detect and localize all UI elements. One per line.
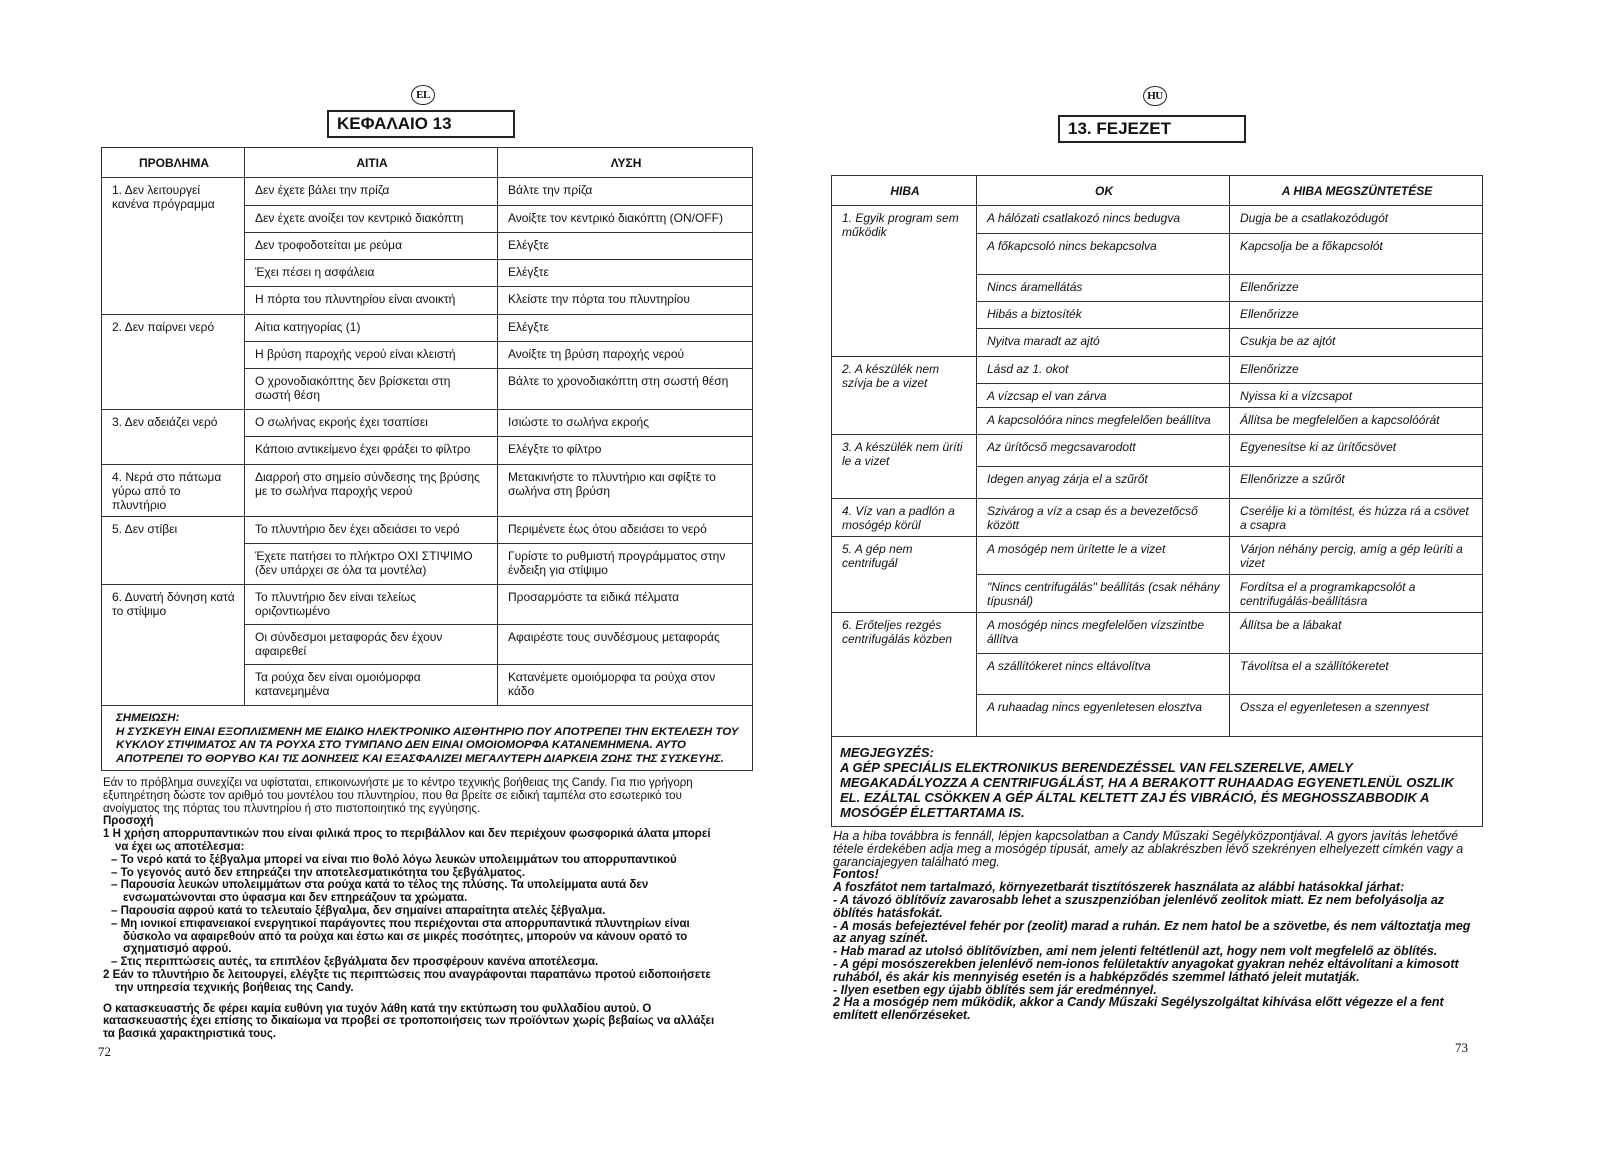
- solution-cell: Ελέγξτε: [498, 260, 753, 287]
- problem-cell: 3. Δεν αδειάζει νερό: [102, 410, 245, 465]
- problem-cell: 3. A készülék nem üríti le a vizet: [832, 435, 977, 499]
- cause-cell: Nincs áramellátás: [977, 275, 1230, 302]
- note-cell: [102, 706, 753, 771]
- cause-cell: Αίτια κατηγορίας (1): [245, 315, 498, 342]
- solution-cell: Βάλτε το χρονοδιακόπτη στη σωστή θέση: [498, 369, 753, 410]
- cause-cell: Δεν έχετε ανοίξει τον κεντρικό διακόπτη: [245, 206, 498, 233]
- cause-cell: Οι σύνδεσμοι μεταφοράς δεν έχουν αφαιρεθεί: [245, 625, 498, 665]
- table-row: [832, 357, 1483, 384]
- table-header-row: [832, 176, 1483, 206]
- cause-cell: A főkapcsoló nincs bekapcsolva: [977, 234, 1230, 275]
- page-number: 72: [98, 1044, 111, 1059]
- problem-cell: 5. Δεν στίβει: [102, 517, 245, 585]
- solution-cell: Κλείστε την πόρτα του πλυντηρίου: [498, 287, 753, 315]
- solution-cell: Ellenőrizze: [1230, 275, 1483, 302]
- cause-cell: Διαρροή στο σημείο σύνδεσης της βρύσης με το σωλήνα παροχής νερού: [245, 465, 498, 517]
- cause-cell: Η πόρτα του πλυντηρίου είναι ανοικτή: [245, 287, 498, 315]
- bullet-item: – Στις περιπτώσεις αυτές, τα επιπλέον ξεβγάλματα δεν προσφέρουν κανένα αποτέλεσμα.: [111, 956, 599, 969]
- problem-cell: 1. Δεν λειτουργεί κανένα πρόγραμμα: [102, 178, 245, 315]
- troubleshooting-table: [101, 147, 753, 771]
- table-row: [102, 585, 753, 625]
- cause-cell: Szivárog a víz a csap és a bevezetőcső között: [977, 499, 1230, 537]
- solution-cell: Βάλτε την πρίζα: [498, 178, 753, 206]
- solution-cell: Távolítsa el a szállítókeretet: [1230, 654, 1483, 695]
- solution-cell: Kapcsolja be a főkapcsolót: [1230, 234, 1483, 275]
- attention-title: Προσοχή: [103, 815, 154, 828]
- solution-cell: Ossza el egyenletesen a szennyest: [1230, 695, 1483, 737]
- solution-cell: Μετακινήστε το πλυντήριο και σφίξτε το σωλήνα στη βρύση: [498, 465, 753, 517]
- problem-cell: 6. Δυνατή δόνηση κατά το στίψιμο: [102, 585, 245, 706]
- solution-cell: Egyenesítse ki az ürítőcsövet: [1230, 435, 1483, 467]
- table-row: [832, 537, 1483, 575]
- solution-cell: Ellenőrizze: [1230, 357, 1483, 384]
- table-row: [832, 499, 1483, 537]
- solution-cell: Állítsa be megfelelően a kapcsolóórát: [1230, 408, 1483, 435]
- problem-cell: 5. A gép nem centrifugál: [832, 537, 977, 613]
- header-problem: HIBA: [832, 176, 977, 206]
- solution-cell: Γυρίστε το ρυθμιστή προγράμματος στην ένδειξη για στίψιμο: [498, 544, 753, 585]
- solution-cell: Cserélje ki a tömítést, és húzza rá a csövet a csapra: [1230, 499, 1483, 537]
- table-row: [832, 435, 1483, 467]
- cause-cell: Ο χρονοδιακόπτης δεν βρίσκεται στη σωστή θέση: [245, 369, 498, 410]
- solution-cell: Κατανέμετε ομοιόμορφα τα ρούχα στον κάδο: [498, 665, 753, 706]
- page-number: 73: [1455, 1040, 1468, 1055]
- attention-point-2: 2 Ha a mosógép nem működik, akkor a Candy Műszaki Segélyszolgáltat kihívása előtt végezze el a fent említett ellenőrzéseket.: [833, 995, 1444, 1023]
- table-row: [102, 178, 753, 206]
- solution-cell: Αφαιρέστε τους συνδέσμους μεταφοράς: [498, 625, 753, 665]
- header-solution: A HIBA MEGSZÜNTETÉSE: [1230, 176, 1483, 206]
- solution-cell: Dugja be a csatlakozódugót: [1230, 206, 1483, 234]
- chapter-title-box: [327, 110, 515, 138]
- table-row: [832, 206, 1483, 234]
- solution-cell: Ανοίξτε τον κεντρικό διακόπτη (ON/OFF): [498, 206, 753, 233]
- note-text: A GÉP SPECIÁLIS ELEKTRONIKUS BERENDEZÉSSEL VAN FELSZERELVE, AMELY MEGAKADÁLYOZZA A CENTRIFUGÁLÁST, HA A BERAKOTT RUHAADAG EGYENETLENÜL OSZLIK EL. EZÁLTAL CSÖKKEN A GÉP ÁLTAL KELTETT ZAJ ÉS VIBRÁCIÓ, ÉS MEGHOSSZABBODIK A MOSÓGÉP ÉLETTARTAMA IS.: [840, 760, 1454, 820]
- bullet-item: – Μη ιονικοί επιφανειακοί ενεργητικοί παράγοντες που περιέχονται στα απορρυπαντικά πλυντηρίων είναι δύσκολο να αφαιρεθούν από τα ρούχα και έστω και σε μικρές ποσότητες, μπορούν να κάνουν ορατό το σχηματισμό αφρού.: [111, 917, 690, 956]
- problem-cell: 1. Egyik program sem működik: [832, 206, 977, 357]
- attention-title: Fontos!: [833, 867, 879, 882]
- problem-cell: 4. Víz van a padlón a mosógép körül: [832, 499, 977, 537]
- header-solution: ΛΥΣΗ: [498, 148, 753, 178]
- table-row: [102, 315, 753, 342]
- cause-cell: A mosógép nincs megfelelően vízszintbe állítva: [977, 613, 1230, 654]
- cause-cell: Έχει πέσει η ασφάλεια: [245, 260, 498, 287]
- troubleshooting-table: [831, 175, 1483, 827]
- bullet-item: – Παρουσία αφρού κατά το τελευταίο ξέβγαλμα, δεν σημαίνει απαραίτητα ατελές ξέβγαλμα.: [111, 904, 606, 917]
- header-problem: ΠΡΟΒΛΗΜΑ: [102, 148, 245, 178]
- page-hungarian: [800, 0, 1600, 1168]
- hungarian-body-text: [833, 830, 1483, 1022]
- note-row: [832, 737, 1483, 827]
- cause-cell: "Nincs centrifugálás" beállítás (csak néhány típusnál): [977, 575, 1230, 613]
- cause-cell: Az ürítőcső megcsavarodott: [977, 435, 1230, 467]
- problem-cell: 6. Erőteljes rezgés centrifugálás közben: [832, 613, 977, 737]
- solution-cell: Προσαρμόστε τα ειδικά πέλματα: [498, 585, 753, 625]
- attention-point-1: A foszfátot nem tartalmazó, környezetbarát tisztítószerek használata az alábbi hatásokkal járhat:: [833, 880, 1405, 895]
- cause-cell: Κάποιο αντικείμενο έχει φράξει το φίλτρο: [245, 437, 498, 465]
- cause-cell: A ruhaadag nincs egyenletesen elosztva: [977, 695, 1230, 737]
- solution-cell: Ellenőrizze: [1230, 302, 1483, 329]
- solution-cell: Várjon néhány percig, amíg a gép leüríti a vizet: [1230, 537, 1483, 575]
- solution-cell: Fordítsa el a programkapcsolót a centrifugálás-beállításra: [1230, 575, 1483, 613]
- bullet-item: - A mosás befejeztével fehér por (zeolit) marad a ruhán. Ez nem hatol be a szövetbe, és nem változtatja meg az anyag színét.: [833, 918, 1471, 946]
- chapter-title: ΚΕΦΑΛΑΙΟ 13: [337, 114, 452, 133]
- solution-cell: Ισιώστε το σωλήνα εκροής: [498, 410, 753, 437]
- cause-cell: Lásd az 1. okot: [977, 357, 1230, 384]
- bullet-item: – Το γεγονός αυτό δεν επηρεάζει την αποτελεσματικότητα του ξεβγάλματος.: [111, 866, 526, 879]
- note-cell: [832, 737, 1483, 827]
- attention-point-1: 1 Η χρήση απορρυπαντικών που είναι φιλικά προς το περιβάλλον και δεν περιέχουν φωσφορικά άλατα μπορεί να έχει ως αποτέλεσμα:: [103, 828, 711, 853]
- problem-cell: 2. Δεν παίρνει νερό: [102, 315, 245, 410]
- cause-cell: A hálózati csatlakozó nincs bedugva: [977, 206, 1230, 234]
- bullet-item: - A távozó öblítővíz zavarosabb lehet a szuszpenzióban jelenlévő zeolitok miatt. Ez nem befolyásolja az öblítés hatásfokát.: [833, 892, 1445, 920]
- solution-cell: Περιμένετε έως ότου αδειάσει το νερό: [498, 517, 753, 544]
- cause-cell: Nyitva maradt az ajtó: [977, 329, 1230, 357]
- bullet-item: - A gépi mosószerekben jelenlévő nem-ionos felületaktív anyagokat gyakran nehéz eltávolítani a kimosott ruhából, és akár kis mennyiség esetén is a habképződés szemmel látható jeleit mutatják.: [833, 956, 1459, 984]
- note-title: ΣΗΜΕΙΩΣΗ:: [116, 712, 180, 724]
- solution-cell: Állítsa be a lábakat: [1230, 613, 1483, 654]
- cause-cell: A szállítókeret nincs eltávolítva: [977, 654, 1230, 695]
- cause-cell: Η βρύση παροχής νερού είναι κλειστή: [245, 342, 498, 369]
- solution-cell: Csukja be az ajtót: [1230, 329, 1483, 357]
- header-cause: OK: [977, 176, 1230, 206]
- cause-cell: Idegen anyag zárja el a szűrőt: [977, 467, 1230, 499]
- cause-cell: Το πλυντήριο δεν έχει αδειάσει το νερό: [245, 517, 498, 544]
- cause-cell: Hibás a biztosíték: [977, 302, 1230, 329]
- cause-cell: A kapcsolóóra nincs megfelelően beállítva: [977, 408, 1230, 435]
- note-title: MEGJEGYZÉS:: [840, 745, 934, 760]
- table-row: [102, 410, 753, 437]
- language-badge-el: EL: [411, 85, 435, 105]
- attention-point-2: 2 Εάν το πλυντήριο δε λειτουργεί, ελέγξτε τις περιπτώσεις που αναγράφονται παραπάνω προτού ειδοποιήσετε την υπηρεσία τεχνικής βοήθειας της Candy.: [103, 968, 711, 994]
- problem-cell: 4. Νερά στο πάτωμα γύρω από το πλυντήριο: [102, 465, 245, 517]
- language-badge-hu: HU: [1143, 86, 1167, 106]
- bullet-item: - Ilyen esetben egy újabb öblítés sem jár eredménnyel.: [833, 982, 1157, 997]
- greek-body-text: [103, 777, 718, 1041]
- contact-text: Ha a hiba továbbra is fennáll, lépjen kapcsolatban a Candy Műszaki Segélyközpontjával. A gyors javítás lehetővé tétele érdekében adja meg a mosógép típusát, amely az ablakrészben lévő szekrényen elhelyezett címkén vagy a garanciajegyen található meg.: [833, 829, 1464, 869]
- table-row: [832, 613, 1483, 654]
- table-row: [102, 517, 753, 544]
- table-header-row: [102, 148, 753, 178]
- solution-cell: Ελέγξτε: [498, 233, 753, 260]
- problem-cell: 2. A készülék nem szívja be a vizet: [832, 357, 977, 435]
- cause-cell: Το πλυντήριο δεν είναι τελείως οριζοντιωμένο: [245, 585, 498, 625]
- cause-cell: A mosógép nem ürítette le a vizet: [977, 537, 1230, 575]
- bullet-item: – Παρουσία λευκών υπολειμμάτων στα ρούχα κατά το τέλος της πλύσης. Τα υπολείμματα αυτά δεν ενσωματώνονται στο ύφασμα και δεν επηρεάζουν τα χρώματα.: [111, 879, 649, 905]
- table-row: [102, 465, 753, 517]
- chapter-title: 13. FEJEZET: [1068, 119, 1171, 138]
- disclaimer-text: Ο κατασκευαστής δε φέρει καμία ευθύνη για τυχόν λάθη κατά την εκτύπωση του φυλλαδίου αυτού. Ο κατασκευαστής έχει επίσης το δικαίωμα να προβεί σε τροποποιήσεις των προϊόντων χωρίς βεβαίως να αλλάξει τα βασικά χαρακτηριστικά τους.: [103, 1002, 715, 1041]
- solution-cell: Ανοίξτε τη βρύση παροχής νερού: [498, 342, 753, 369]
- cause-cell: Δεν τροφοδοτείται με ρεύμα: [245, 233, 498, 260]
- cause-cell: Δεν έχετε βάλει την πρίζα: [245, 178, 498, 206]
- cause-cell: Τα ρούχα δεν είναι ομοιόμορφα κατανεμημένα: [245, 665, 498, 706]
- solution-cell: Nyissa ki a vízcsapot: [1230, 384, 1483, 408]
- chapter-title-box: [1058, 115, 1246, 143]
- header-cause: ΑΙΤΙΑ: [245, 148, 498, 178]
- bullet-item: – Το νερό κατά το ξέβγαλμα μπορεί να είναι πιο θολό λόγω λευκών υπολειμμάτων του απορρυπαντικού: [111, 853, 677, 866]
- note-text: Η ΣΥΣΚΕΥΗ ΕΙΝΑΙ ΕΞΟΠΛΙΣΜΕΝΗ ΜΕ ΕΙΔΙΚΟ ΗΛΕΚΤΡΟΝΙΚΟ ΑΙΣΘΗΤΗΡΙΟ ΠΟΥ ΑΠΟΤΡΕΠΕΙ ΤΗΝ ΕΚΤΕΛΕΣΗ ΤΟΥ ΚΥΚΛΟΥ ΣΤΙΨΙΜΑΤΟΣ ΑΝ ΤΑ ΡΟΥΧΑ ΣΤΟ ΤΥΜΠΑΝΟ ΔΕΝ ΕΙΝΑΙ ΟΜΟΙΟΜΟΡΦΑ ΚΑΤΑΝΕΜΗΜΕΝΑ. ΑΥΤΟ ΑΠΟΤΡΕΠΕΙ ΤΟ ΘΟΡΥΒΟ ΚΑΙ ΤΙΣ ΔΟΝΗΣΕΙΣ ΚΑΙ ΕΞΑΣΦΑΛΙΖΕΙ ΜΕΓΑΛΥΤΕΡΗ ΔΙΑΡΚΕΙΑ ΖΩΗΣ ΤΗΣ ΣΥΣΚΕΥΗΣ.: [116, 725, 739, 765]
- cause-cell: A vízcsap el van zárva: [977, 384, 1230, 408]
- cause-cell: Ο σωλήνας εκροής έχει τσαπίσει: [245, 410, 498, 437]
- solution-cell: Ελέγξτε το φίλτρο: [498, 437, 753, 465]
- note-row: [102, 706, 753, 771]
- solution-cell: Ελέγξτε: [498, 315, 753, 342]
- contact-text: Εάν το πρόβλημα συνεχίζει να υφίσταται, επικοινωνήστε με το κέντρο τεχνικής βοήθειας της Candy. Για πιο γρήγορη εξυπηρέτηση δώστε τον αριθμό του μοντέλου του πλυντηρίου, που θα βρείτε σε ειδική ταμπέλα στο εσωτερικό του ανοίγματος της πόρτας του πλυντηρίου ή στο πιστοποιητικό της εγγύησης.: [103, 777, 693, 815]
- cause-cell: Έχετε πατήσει το πλήκτρο ΟΧΙ ΣΤΙΨΙΜΟ (δεν υπάρχει σε όλα τα μοντέλα): [245, 544, 498, 585]
- bullet-item: - Hab marad az utolsó öblítővízben, ami nem jelenti feltétlenül azt, hogy nem volt megfelelő az öblítés.: [833, 944, 1438, 959]
- solution-cell: Ellenőrizze a szűrőt: [1230, 467, 1483, 499]
